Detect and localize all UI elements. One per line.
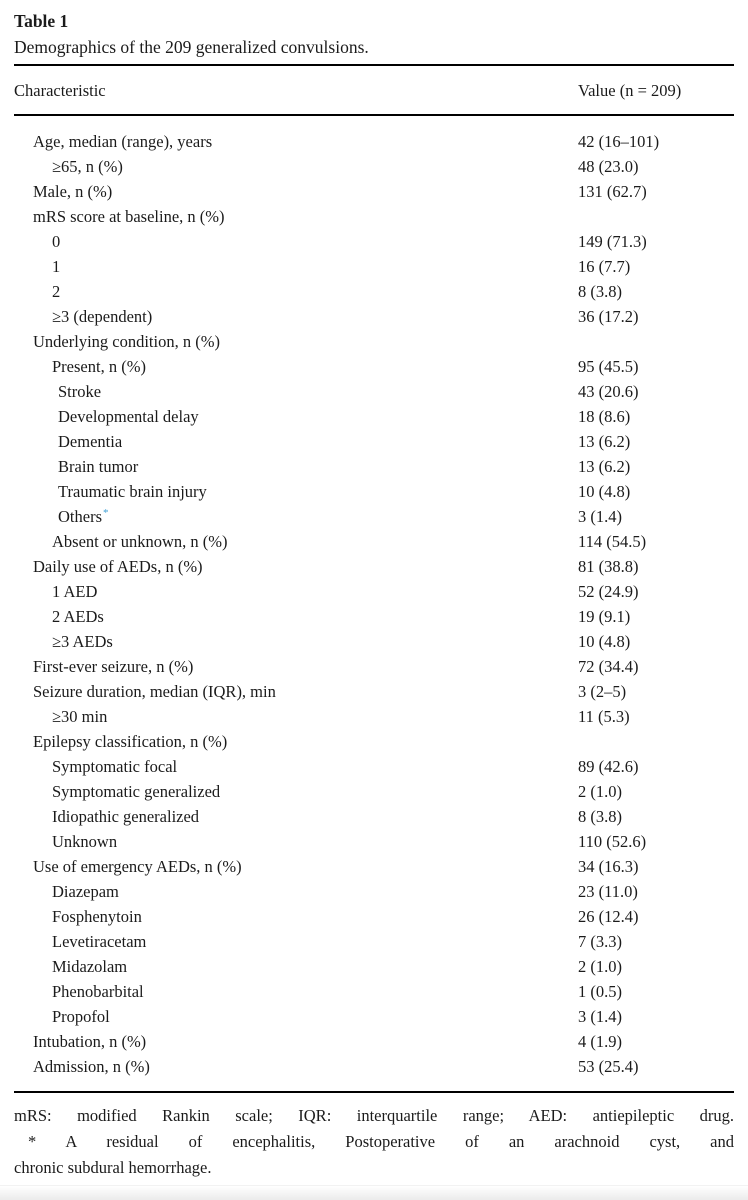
table-row bbox=[14, 754, 734, 779]
table-row bbox=[14, 779, 734, 804]
row-label-text: Idiopathic generalized bbox=[52, 807, 200, 826]
header-row bbox=[14, 65, 734, 115]
row-value: 13 (6.2) bbox=[578, 432, 631, 451]
row-value: 48 (23.0) bbox=[578, 157, 639, 176]
row-value: 13 (6.2) bbox=[578, 457, 631, 476]
table-row bbox=[14, 579, 734, 604]
table-footnotes bbox=[14, 1103, 734, 1181]
row-label-text: Symptomatic focal bbox=[52, 757, 178, 776]
row-value: 1 (0.5) bbox=[578, 982, 622, 1001]
table-row bbox=[14, 479, 734, 504]
row-value: 81 (38.8) bbox=[578, 557, 639, 576]
row-value: 131 (62.7) bbox=[578, 182, 647, 201]
row-label bbox=[14, 954, 578, 979]
row-label bbox=[14, 504, 578, 529]
table-row bbox=[14, 229, 734, 254]
row-label bbox=[14, 1004, 578, 1029]
row-label bbox=[14, 879, 578, 904]
row-label-text: Present, n (%) bbox=[52, 357, 146, 376]
row-label bbox=[14, 379, 578, 404]
row-label bbox=[14, 579, 578, 604]
table-row bbox=[14, 554, 734, 579]
row-label-text: Epilepsy classification, n (%) bbox=[33, 732, 228, 751]
demographics-table bbox=[14, 64, 734, 1093]
row-value: 72 (34.4) bbox=[578, 657, 639, 676]
table-row bbox=[14, 154, 734, 179]
table-row bbox=[14, 354, 734, 379]
row-value: 8 (3.8) bbox=[578, 807, 622, 826]
table-row bbox=[14, 304, 734, 329]
table-row bbox=[14, 954, 734, 979]
row-label bbox=[14, 529, 578, 554]
row-value: 7 (3.3) bbox=[578, 932, 622, 951]
table-row bbox=[14, 204, 734, 229]
row-label bbox=[14, 654, 578, 679]
row-value: 19 (9.1) bbox=[578, 607, 631, 626]
row-label-text: First-ever seizure, n (%) bbox=[33, 657, 194, 676]
row-label-text: Levetiracetam bbox=[52, 932, 147, 951]
table-row bbox=[14, 804, 734, 829]
row-label bbox=[14, 404, 578, 429]
table-row bbox=[14, 904, 734, 929]
row-label-text: Stroke bbox=[58, 382, 102, 401]
row-label bbox=[14, 904, 578, 929]
row-value: 10 (4.8) bbox=[578, 482, 631, 501]
table-row bbox=[14, 829, 734, 854]
row-value: 36 (17.2) bbox=[578, 307, 639, 326]
table-row bbox=[14, 629, 734, 654]
row-value: 18 (8.6) bbox=[578, 407, 631, 426]
table-row bbox=[14, 529, 734, 554]
row-value: 3 (1.4) bbox=[578, 1007, 622, 1026]
row-value: 8 (3.8) bbox=[578, 282, 622, 301]
table-row bbox=[14, 504, 734, 529]
table-row bbox=[14, 679, 734, 704]
table-row bbox=[14, 604, 734, 629]
row-label-text: 0 bbox=[52, 232, 61, 251]
row-value: 3 (1.4) bbox=[578, 507, 622, 526]
table-row bbox=[14, 179, 734, 204]
table-row bbox=[14, 429, 734, 454]
row-label-text: Seizure duration, median (IQR), min bbox=[33, 682, 276, 701]
row-label-text: Dementia bbox=[58, 432, 123, 451]
table-row bbox=[14, 254, 734, 279]
row-label bbox=[14, 304, 578, 329]
row-value: 52 (24.9) bbox=[578, 582, 639, 601]
row-label-text: Male, n (%) bbox=[33, 182, 113, 201]
row-label-text: Traumatic brain injury bbox=[58, 482, 207, 501]
footnote-asterisk-link[interactable]: * bbox=[103, 506, 109, 519]
row-label-text: Admission, n (%) bbox=[33, 1057, 150, 1076]
row-label bbox=[14, 115, 578, 154]
row-label-text: Developmental delay bbox=[58, 407, 199, 426]
row-value: 16 (7.7) bbox=[578, 257, 631, 276]
row-label bbox=[14, 179, 578, 204]
row-label-text: Use of emergency AEDs, n (%) bbox=[33, 857, 242, 876]
row-label bbox=[14, 929, 578, 954]
row-label-text: ≥3 AEDs bbox=[52, 632, 113, 651]
row-value: 43 (20.6) bbox=[578, 382, 639, 401]
row-value: 10 (4.8) bbox=[578, 632, 631, 651]
row-label-text: Unknown bbox=[52, 832, 118, 851]
row-value: 114 (54.5) bbox=[578, 532, 647, 551]
row-label bbox=[14, 554, 578, 579]
row-label bbox=[14, 229, 578, 254]
row-label bbox=[14, 154, 578, 179]
table-row bbox=[14, 454, 734, 479]
abbreviations-footnote: mRS: modified Rankin scale; IQR: interquartile range; AED: antiepileptic drug. bbox=[14, 1106, 734, 1125]
column-header-value: Value (n = 209) bbox=[578, 65, 734, 115]
row-label bbox=[14, 679, 578, 704]
asterisk-footnote-line2: chronic subdural hemorrhage. bbox=[14, 1158, 212, 1177]
table-row bbox=[14, 979, 734, 1004]
row-label-text: 1 bbox=[52, 257, 61, 276]
row-label-text: Others bbox=[58, 507, 102, 526]
row-label-text: ≥30 min bbox=[52, 707, 108, 726]
row-label bbox=[14, 779, 578, 804]
row-label bbox=[14, 604, 578, 629]
row-label bbox=[14, 354, 578, 379]
table-row bbox=[14, 1029, 734, 1054]
row-label bbox=[14, 329, 578, 354]
table-row bbox=[14, 379, 734, 404]
row-value: 4 (1.9) bbox=[578, 1032, 622, 1051]
table-row bbox=[14, 929, 734, 954]
row-label bbox=[14, 629, 578, 654]
row-label bbox=[14, 454, 578, 479]
row-label bbox=[14, 754, 578, 779]
row-label bbox=[14, 979, 578, 1004]
table-row bbox=[14, 854, 734, 879]
row-label-text: Brain tumor bbox=[58, 457, 139, 476]
row-value: 95 (45.5) bbox=[578, 357, 639, 376]
row-label bbox=[14, 204, 578, 229]
table-row bbox=[14, 404, 734, 429]
table-row bbox=[14, 704, 734, 729]
row-label bbox=[14, 1029, 578, 1054]
row-label bbox=[14, 479, 578, 504]
row-label-text: Absent or unknown, n (%) bbox=[52, 532, 228, 551]
column-header-characteristic: Characteristic bbox=[14, 65, 578, 115]
table-row bbox=[14, 1054, 734, 1092]
row-value bbox=[578, 729, 734, 754]
row-label-text: Intubation, n (%) bbox=[33, 1032, 147, 1051]
row-label-text: Daily use of AEDs, n (%) bbox=[33, 557, 203, 576]
table-row bbox=[14, 729, 734, 754]
table-body bbox=[14, 115, 734, 1092]
row-label-text: Underlying condition, n (%) bbox=[33, 332, 220, 351]
row-label bbox=[14, 1054, 578, 1092]
row-label-text: mRS score at baseline, n (%) bbox=[33, 207, 225, 226]
row-value: 42 (16–101) bbox=[578, 132, 660, 151]
row-value: 2 (1.0) bbox=[578, 957, 622, 976]
row-value: 26 (12.4) bbox=[578, 907, 639, 926]
row-label bbox=[14, 704, 578, 729]
table-row bbox=[14, 115, 734, 154]
table-row bbox=[14, 1004, 734, 1029]
row-value: 11 (5.3) bbox=[578, 707, 630, 726]
row-label-text: 2 AEDs bbox=[52, 607, 104, 626]
table-row bbox=[14, 279, 734, 304]
row-label-text: Phenobarbital bbox=[52, 982, 144, 1001]
row-label bbox=[14, 829, 578, 854]
row-value: 149 (71.3) bbox=[578, 232, 647, 251]
asterisk-footnote-line1: * A residual of encephalitis, Postoperative of an arachnoid cyst, and bbox=[28, 1132, 734, 1151]
row-label-text: Age, median (range), years bbox=[33, 132, 213, 151]
row-value bbox=[578, 329, 734, 354]
row-label-text: 2 bbox=[52, 282, 61, 301]
table-row bbox=[14, 879, 734, 904]
table-row bbox=[14, 329, 734, 354]
row-label-text: Midazolam bbox=[52, 957, 128, 976]
row-label-text: ≥3 (dependent) bbox=[52, 307, 153, 326]
table-caption: Demographics of the 209 generalized convulsions. bbox=[14, 37, 369, 57]
row-value: 3 (2–5) bbox=[578, 682, 627, 701]
table-header bbox=[14, 65, 734, 115]
row-label-text: Propofol bbox=[52, 1007, 110, 1026]
row-value: 89 (42.6) bbox=[578, 757, 639, 776]
row-label-text: Fosphenytoin bbox=[52, 907, 142, 926]
row-label-text: 1 AED bbox=[52, 582, 98, 601]
row-value: 23 (11.0) bbox=[578, 882, 638, 901]
row-label-text: ≥65, n (%) bbox=[52, 157, 123, 176]
table-row bbox=[14, 654, 734, 679]
table-number-label: Table 1 bbox=[14, 11, 69, 31]
row-label-text: Diazepam bbox=[52, 882, 119, 901]
row-label bbox=[14, 254, 578, 279]
scroll-edge-shadow bbox=[0, 1185, 748, 1200]
row-value: 34 (16.3) bbox=[578, 857, 639, 876]
row-label bbox=[14, 429, 578, 454]
row-value: 2 (1.0) bbox=[578, 782, 622, 801]
row-label bbox=[14, 729, 578, 754]
row-value: 110 (52.6) bbox=[578, 832, 647, 851]
row-value: 53 (25.4) bbox=[578, 1057, 639, 1076]
row-label bbox=[14, 279, 578, 304]
row-value bbox=[578, 204, 734, 229]
row-label-text: Symptomatic generalized bbox=[52, 782, 221, 801]
row-label bbox=[14, 854, 578, 879]
row-label bbox=[14, 804, 578, 829]
